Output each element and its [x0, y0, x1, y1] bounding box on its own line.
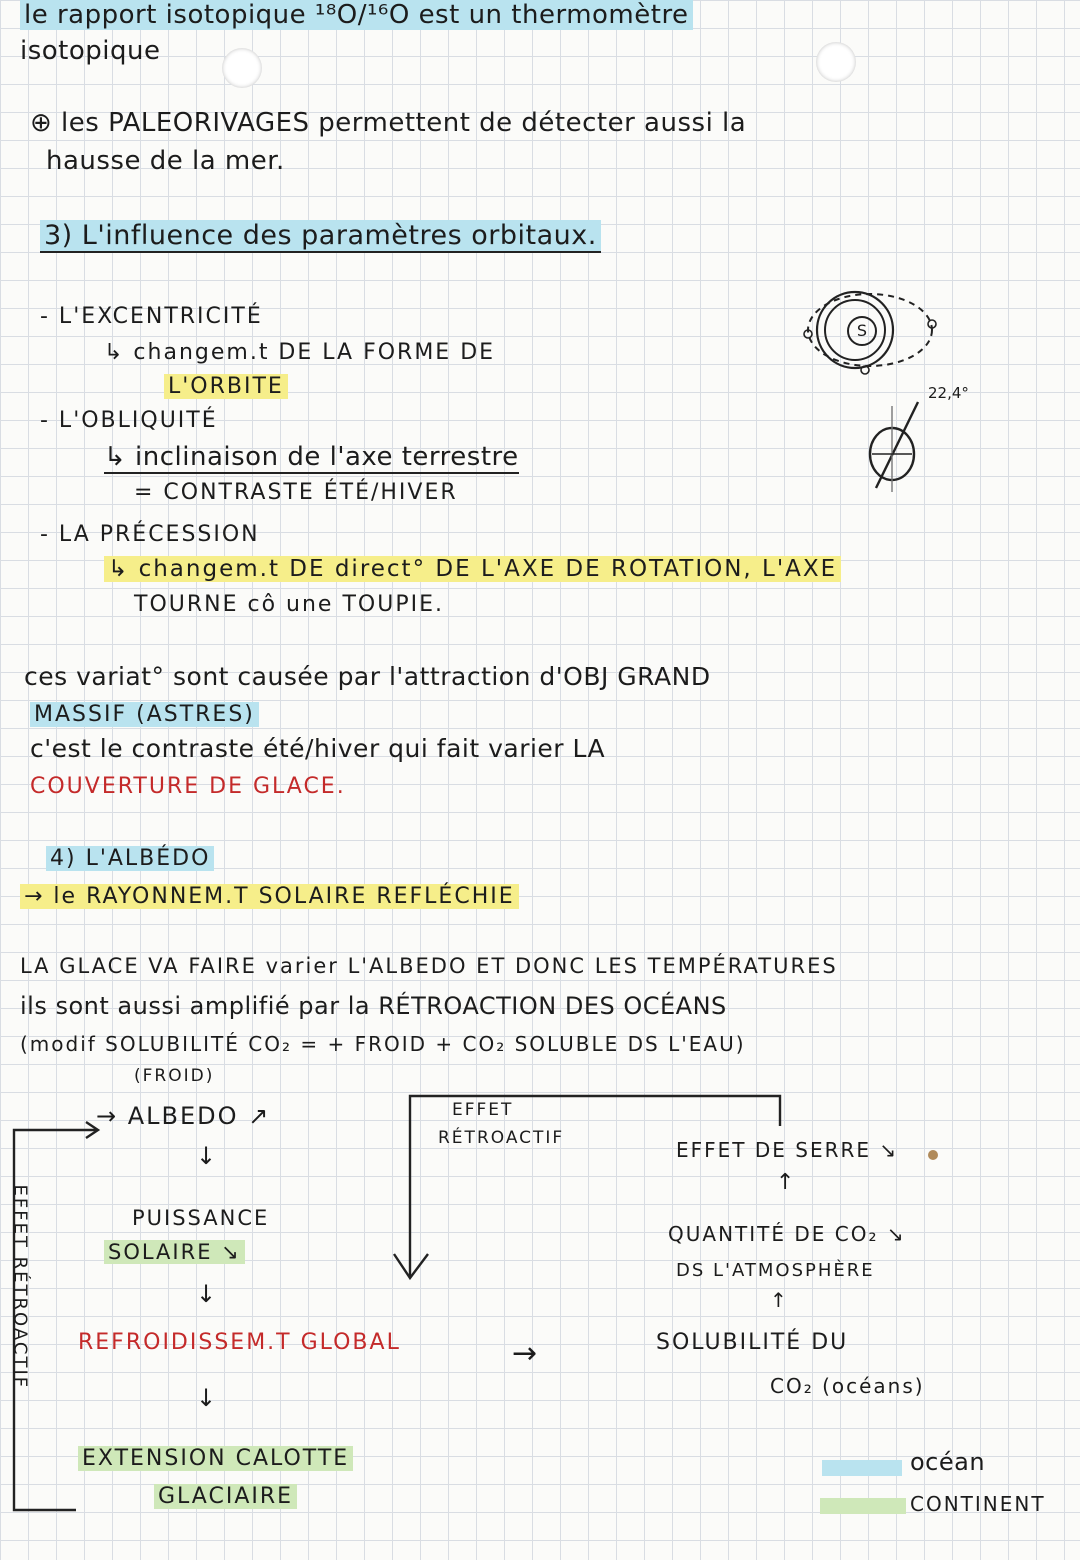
obliquite-definition: ↳ inclinaison de l'axe terrestre: [104, 442, 519, 472]
paleorivages-line-2: hausse de la mer.: [46, 146, 285, 176]
diagram-atmosphere: DS L'ATMOSPHÈRE: [676, 1260, 875, 1281]
diagram-puissance: PUISSANCE: [132, 1206, 270, 1230]
side-label-effet-retroactif: EFFET RÉTROACTIF: [9, 1184, 31, 1390]
diagram-effet-serre: EFFET DE SERRE ↘: [676, 1138, 899, 1162]
excentricite-definition: ↳ changem.t DE LA FORME DE: [104, 340, 496, 365]
paleorivages-line-1: ⊕ les PALEORIVAGES permettent de détecter aussi la: [30, 108, 747, 138]
arrow-up-1: ↑: [776, 1170, 795, 1195]
albedo-definition: → le RAYONNEM.T SOLAIRE REFLÉCHIE: [20, 884, 519, 909]
section-3-title: 3) L'influence des paramètres orbitaux.: [40, 220, 601, 251]
sun-label: S: [847, 316, 877, 346]
tilted-earth-diagram: [862, 396, 952, 496]
diagram-quantite: QUANTITÉ DE CO₂ ↘: [668, 1222, 906, 1246]
obliquite-heading: - L'OBLIQUITÉ: [40, 408, 218, 433]
section-4-title: 4) L'ALBÉDO: [46, 846, 214, 871]
cause-line-2: MASSIF (ASTRES): [30, 702, 259, 727]
contrast-line-1: c'est le contraste été/hiver qui fait varier LA: [30, 734, 606, 763]
obliquity-angle-label: 22,4°: [928, 384, 969, 402]
diagram-albedo: → ALBEDO ↗: [96, 1102, 271, 1130]
precession-heading: - LA PRÉCESSION: [40, 522, 260, 547]
orbit-diagram: [800, 282, 1040, 412]
excentricite-definition-2: L'ORBITE: [164, 374, 288, 399]
legend-continent-label: CONTINENT: [910, 1492, 1046, 1516]
diagram-solubilite: SOLUBILITÉ DU: [656, 1330, 849, 1355]
punch-hole-top: [222, 48, 262, 88]
albedo-text-line-1: LA GLACE VA FAIRE varier L'ALBEDO ET DONC LES TEMPÉRATURES: [20, 954, 838, 978]
punch-hole-right: [816, 42, 856, 82]
brown-dot: [928, 1150, 938, 1160]
diagram-co2-oceans: CO₂ (océans): [770, 1374, 925, 1398]
header-line-2: isotopique: [20, 36, 161, 66]
diagram-solaire: SOLAIRE ↘: [104, 1240, 245, 1264]
legend-ocean-swatch: [822, 1460, 902, 1476]
diagram-refroidissement: REFROIDISSEM.T GLOBAL: [78, 1330, 401, 1355]
albedo-text-line-2: ils sont aussi amplifié par la RÉTROACTION DES OCÉANS: [20, 992, 727, 1020]
excentricite-heading: - L'EXCENTRICITÉ: [40, 304, 263, 329]
diagram-extension: EXTENSION CALOTTE: [78, 1446, 353, 1471]
diagram-glaciaire: GLACIAIRE: [154, 1484, 297, 1509]
precession-definition: ↳ changem.t DE direct° DE L'AXE DE ROTATION, L'AXE: [104, 556, 841, 582]
arrow-up-2: ↑: [770, 1288, 787, 1312]
arrow-down-1: ↓: [196, 1142, 217, 1170]
header-line-1: le rapport isotopique ¹⁸O/¹⁶O est un thermomètre: [20, 0, 693, 30]
precession-definition-2: TOURNE cô une TOUPIE.: [134, 592, 444, 617]
legend-ocean-label: océan: [910, 1448, 986, 1476]
diagram-froid: (FROID): [134, 1066, 215, 1086]
effet-retroactif-label: EFFET: [452, 1100, 514, 1120]
contrast-line-2: COUVERTURE DE GLACE.: [30, 774, 346, 799]
albedo-text-line-3: (modif SOLUBILITÉ CO₂ = + FROID + CO₂ SOLUBLE DS L'EAU): [20, 1032, 746, 1056]
obliquite-equation: = CONTRASTE ÉTÉ/HIVER: [134, 480, 458, 505]
arrow-down-3: ↓: [196, 1384, 217, 1412]
arrow-down-2: ↓: [196, 1280, 217, 1308]
cause-line-1: ces variat° sont causée par l'attraction d'OBJ GRAND: [24, 662, 711, 691]
legend-continent-swatch: [820, 1498, 906, 1514]
arrow-right: →: [512, 1336, 538, 1371]
effet-retroactif-label-2: RÉTROACTIF: [438, 1128, 565, 1148]
